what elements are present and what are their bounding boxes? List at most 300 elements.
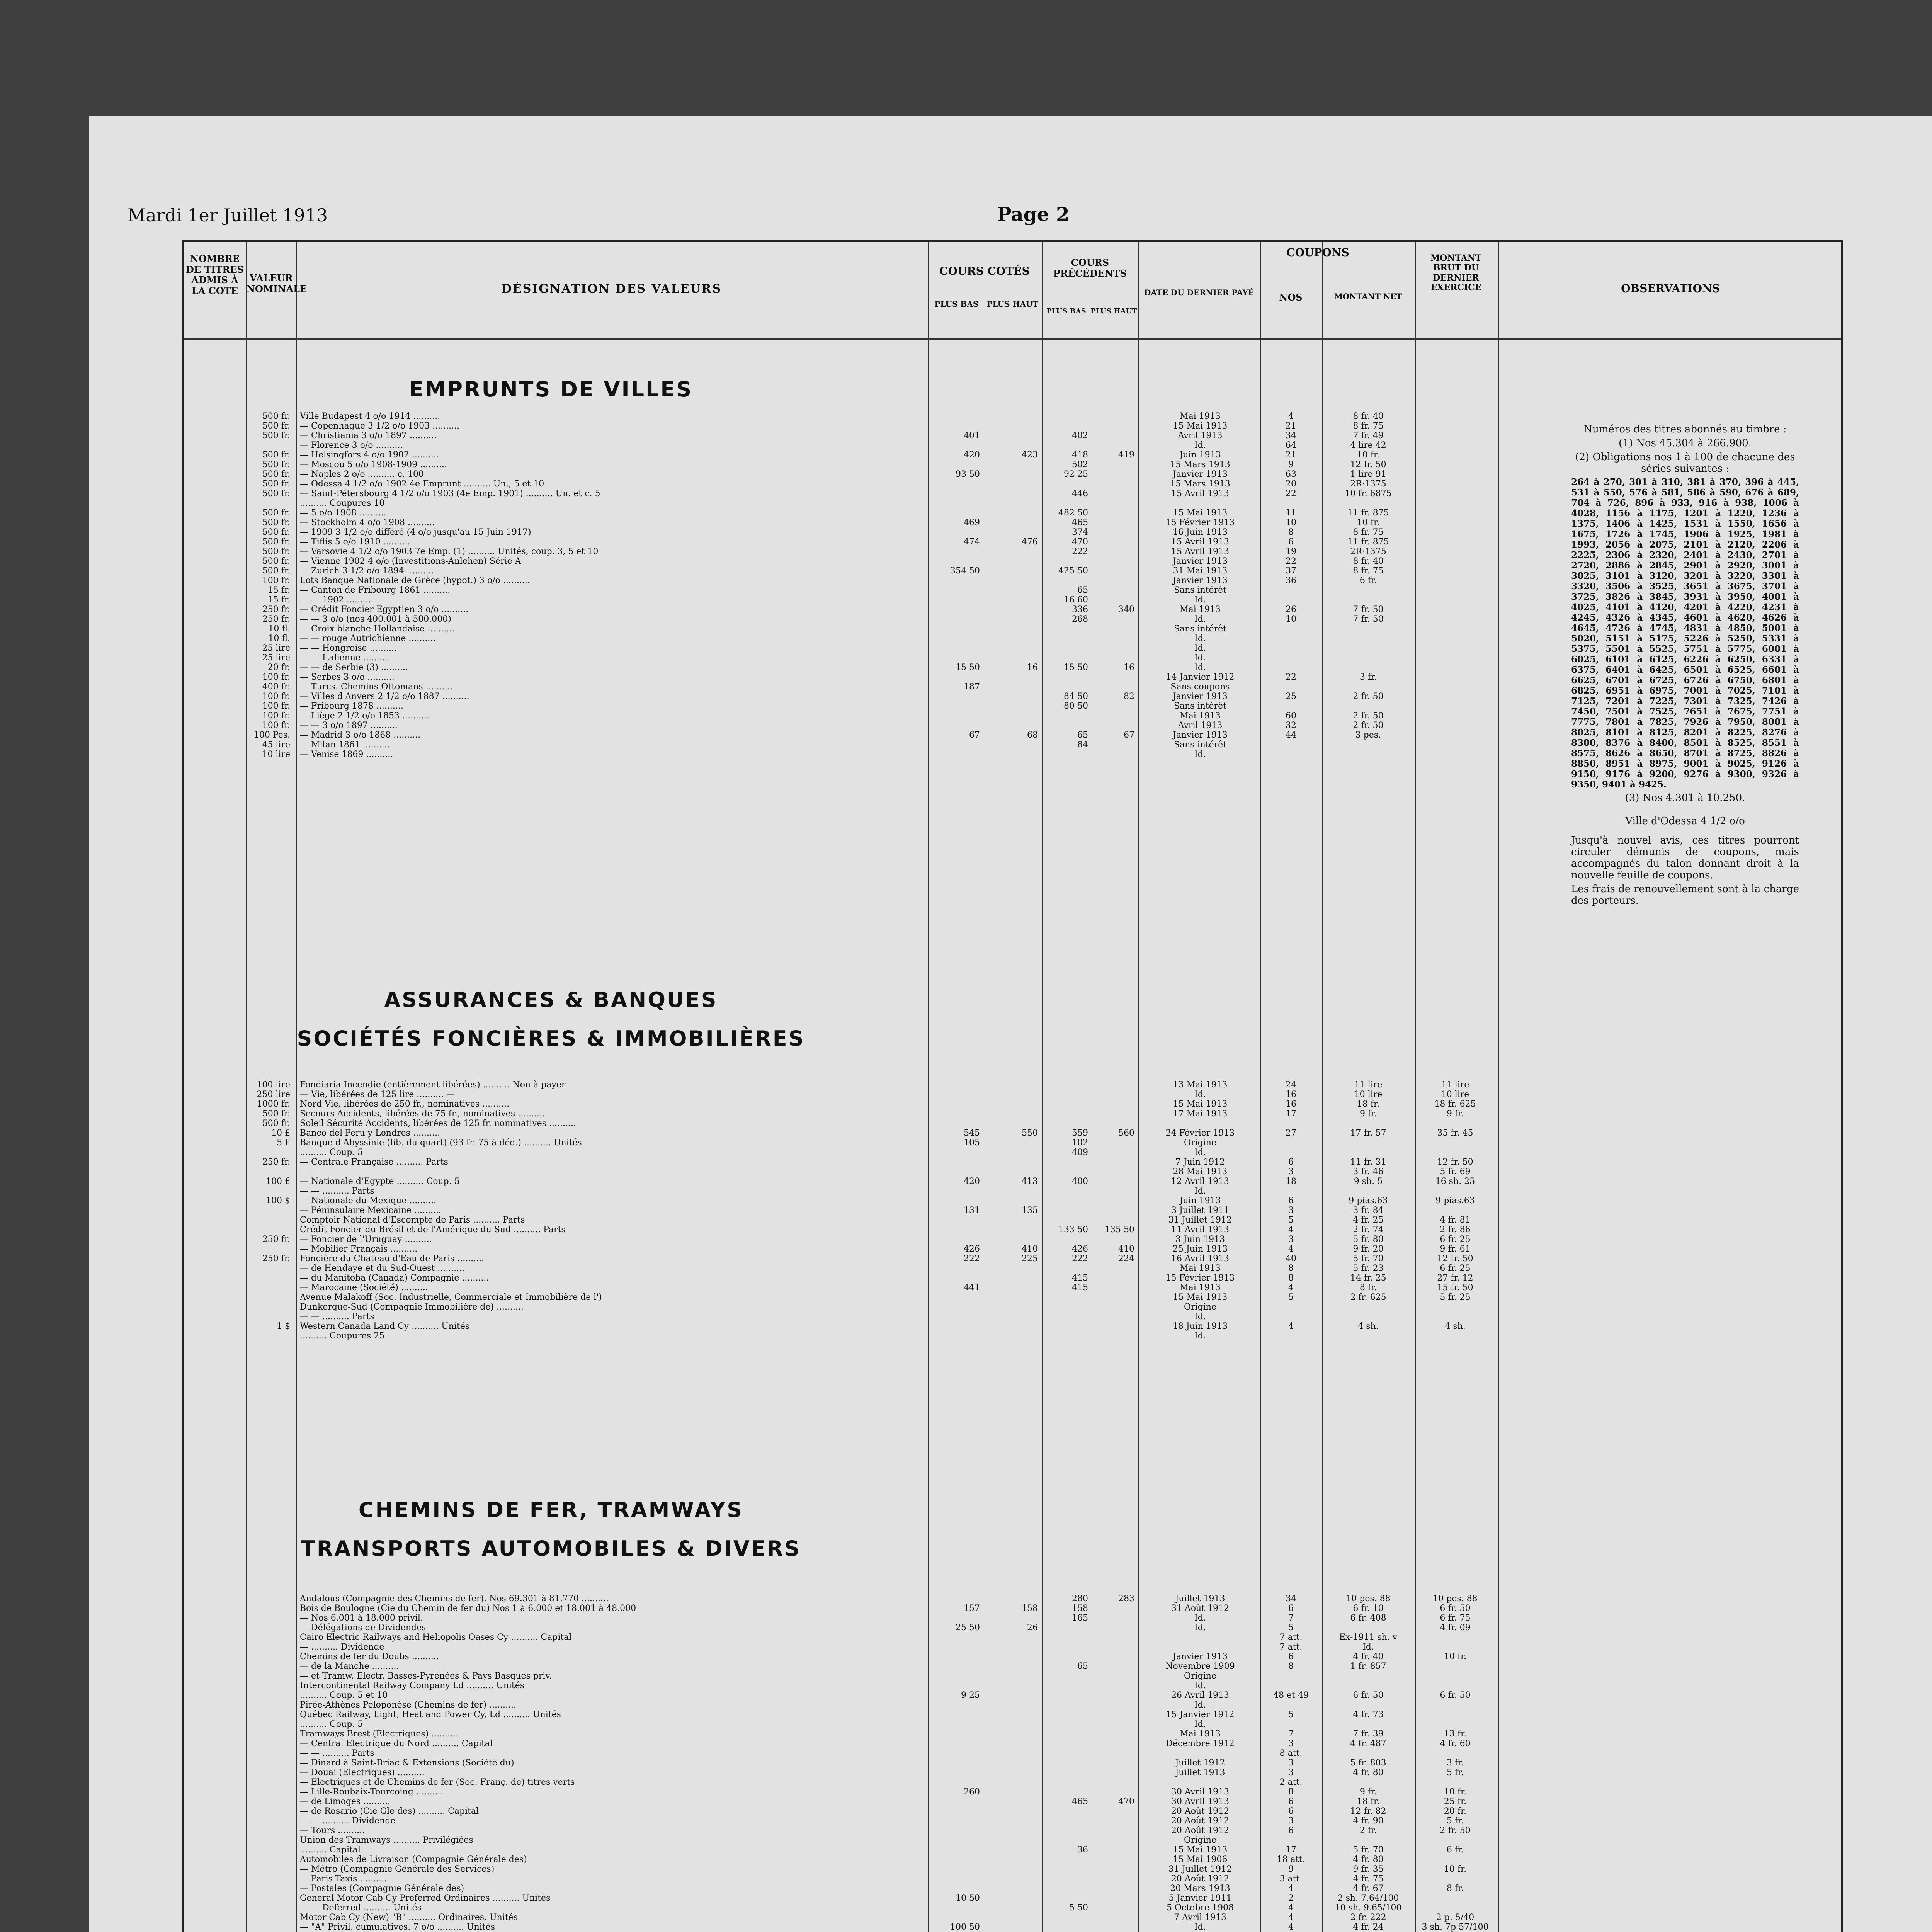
row-brut: 6 fr. 25 — [1440, 1264, 1471, 1273]
row-designation: — Électriques et de Chemins de fer (Soc. Franç. de) titres verts — [300, 1778, 575, 1787]
row-coupon-net: 9 fr. — [1359, 1109, 1377, 1119]
row-coupon-net: 12 fr. 82 — [1350, 1807, 1386, 1816]
row-coupon-net: 6 fr. — [1359, 576, 1377, 585]
row-cours-bas: 100 50 — [950, 1923, 980, 1932]
row-coupon-date: 15 Mai 1913 — [1173, 422, 1228, 431]
observation-text: Numéros des titres abonnés au timbre : — [1583, 423, 1787, 435]
row-designation: Union des Tramways .......... Privilégiées — [300, 1836, 473, 1845]
row-coupon-date: Id. — [1194, 1923, 1206, 1932]
table-row — [184, 1216, 1842, 1225]
section-title: TRANSPORTS AUTOMOBILES & DIVERS — [301, 1536, 801, 1561]
row-designation: .......... Coup. 5 — [300, 1148, 363, 1157]
row-coupon-number: 2 att. — [1279, 1778, 1303, 1787]
row-coupon-net: 9 sh. 5 — [1354, 1177, 1383, 1186]
row-prec-bas: 374 — [1072, 528, 1088, 537]
row-designation: — Canton de Fribourg 1861 .......... — [300, 586, 451, 595]
row-designation: — Liège 2 1/2 o/o 1853 .......... — [300, 711, 429, 721]
row-designation: — Nos 6.001 à 18.000 privil. — [300, 1614, 423, 1623]
table-row — [184, 1274, 1842, 1283]
row-brut: 9 pias.63 — [1435, 1196, 1475, 1206]
row-coupon-date: Sans intérêt — [1173, 702, 1227, 711]
row-designation: Nord Vie, libérées de 250 fr., nominatives .......... — [300, 1100, 510, 1109]
row-designation: Automobiles de Livraison (Compagnie Générale des) — [300, 1855, 527, 1864]
row-designation: — — Hongroise .......... — [300, 644, 397, 653]
table-row — [184, 1768, 1842, 1777]
table-row — [184, 1604, 1842, 1613]
row-coupon-number: 22 — [1286, 557, 1296, 566]
row-designation: — — .......... Parts — [300, 1187, 374, 1196]
row-coupon-number: 17 — [1286, 1109, 1296, 1119]
row-coupon-date: Id. — [1194, 1148, 1206, 1157]
row-designation: — Vienne 1902 4 o/o (Investitions-Anlehen) Série A — [300, 557, 521, 566]
row-coupon-number: 40 — [1286, 1254, 1296, 1264]
row-coupon-net: 8 fr. 40 — [1353, 412, 1384, 421]
row-coupon-number: 6 — [1288, 1826, 1294, 1835]
row-brut: 6 fr. 50 — [1440, 1691, 1471, 1700]
row-designation: Bois de Boulogne (Cie du Chemin de fer du) Nos 1 à 6.000 et 18.001 à 48.000 — [300, 1604, 636, 1613]
row-coupon-net: 7 fr. 50 — [1353, 605, 1384, 614]
row-designation: — Central Électrique du Nord .......... Capital — [300, 1739, 493, 1748]
row-coupon-date: Janvier 1913 — [1172, 470, 1228, 479]
row-designation: — Christiania 3 o/o 1897 .......... — [300, 431, 437, 440]
row-cours-bas: 187 — [964, 682, 980, 692]
table-row — [184, 1148, 1842, 1157]
row-coupon-number: 16 — [1286, 1100, 1296, 1109]
row-brut: 6 fr. 25 — [1440, 1235, 1471, 1244]
row-designation: — Foncier de l'Uruguay .......... — [300, 1235, 432, 1244]
row-coupon-date: 13 Mai 1913 — [1173, 1080, 1228, 1090]
row-coupon-number: 18 att. — [1277, 1855, 1305, 1864]
row-nominal: 500 fr. — [262, 489, 290, 498]
row-cours-haut: 550 — [1022, 1129, 1038, 1138]
row-cours-bas: 9 25 — [961, 1691, 980, 1700]
row-nominal: 500 fr. — [262, 566, 290, 576]
row-nominal: 500 fr. — [262, 528, 290, 537]
row-designation: Intercontinental Railway Company Ld .......... Unités — [300, 1681, 525, 1690]
row-brut: 25 fr. — [1444, 1797, 1467, 1806]
row-cours-haut: 68 — [1027, 731, 1038, 740]
table-row — [184, 1845, 1842, 1855]
row-coupon-number: 9 — [1288, 1865, 1294, 1874]
table-row — [184, 1787, 1842, 1797]
row-cours-bas: 157 — [964, 1604, 980, 1613]
row-prec-bas: 409 — [1072, 1148, 1088, 1157]
row-cours-haut: 158 — [1022, 1604, 1038, 1613]
row-prec-bas: 158 — [1072, 1604, 1088, 1613]
row-prec-bas: 65 — [1077, 586, 1088, 595]
observation-text: (2) Obligations nos 1 à 100 de chacune des séries suivantes : — [1575, 451, 1795, 474]
row-coupon-number: 27 — [1286, 1129, 1296, 1138]
row-coupon-date: 20 Août 1912 — [1171, 1874, 1230, 1884]
row-coupon-date: Janvier 1913 — [1172, 731, 1228, 740]
row-coupon-number: 9 — [1288, 460, 1294, 469]
row-designation: — Métro (Compagnie Générale des Services) — [300, 1865, 495, 1874]
section-title: ASSURANCES & BANQUES — [384, 988, 718, 1012]
row-coupon-number: 20 — [1286, 480, 1296, 489]
row-nominal: 250 fr. — [262, 1254, 290, 1264]
row-brut: 12 fr. 50 — [1437, 1158, 1473, 1167]
row-cours-bas: 105 — [964, 1138, 980, 1148]
row-prec-bas: 402 — [1072, 431, 1088, 440]
row-designation: Western Canada Land Cy .......... Unités — [300, 1322, 470, 1331]
row-coupon-date: Décembre 1912 — [1166, 1739, 1235, 1748]
row-coupon-date: Id. — [1194, 1332, 1206, 1341]
col-header-valeur: VALEUR NOMINALE — [247, 272, 307, 294]
table-row — [184, 1903, 1842, 1913]
row-coupon-date: 15 Mars 1913 — [1170, 480, 1230, 489]
row-coupon-date: 3 Juillet 1911 — [1171, 1206, 1229, 1215]
row-coupon-number: 5 — [1288, 1710, 1294, 1719]
row-nominal: 100 fr. — [262, 721, 290, 730]
row-designation: Lots Banque Nationale de Grèce (hypot.) 3 o/o .......... — [300, 576, 530, 585]
row-cours-bas: 401 — [964, 431, 980, 440]
row-coupon-number: 7 att. — [1279, 1643, 1303, 1652]
row-prec-bas: 222 — [1072, 547, 1088, 556]
row-nominal: 400 fr. — [262, 682, 290, 692]
row-coupon-net: 2 fr. 50 — [1353, 692, 1384, 701]
row-coupon-net: 10 lire — [1354, 1090, 1383, 1099]
table-row — [184, 1884, 1842, 1893]
row-nominal: 20 fr. — [267, 663, 290, 672]
row-coupon-date: Janvier 1913 — [1172, 692, 1228, 701]
row-designation: .......... Capital — [300, 1845, 361, 1855]
row-coupon-number: 3 — [1288, 1739, 1294, 1748]
table-row — [184, 1614, 1842, 1623]
row-coupon-date: Mai 1913 — [1180, 412, 1221, 421]
row-coupon-number: 48 et 49 — [1273, 1691, 1309, 1700]
row-prec-haut: 82 — [1124, 692, 1134, 701]
row-designation: — Délégations de Dividendes — [300, 1623, 426, 1633]
row-brut: 6 fr. 50 — [1440, 1604, 1471, 1613]
row-coupon-date: Id. — [1194, 634, 1206, 643]
row-nominal: 1000 fr. — [257, 1100, 290, 1109]
row-coupon-number: 25 — [1286, 692, 1296, 701]
row-prec-bas: 65 — [1077, 731, 1088, 740]
col-header-designation: DÉSIGNATION DES VALEURS — [501, 282, 722, 296]
row-prec-bas: 418 — [1072, 451, 1088, 460]
observation-text: (1) Nos 45.304 à 266.900. — [1619, 437, 1752, 449]
row-coupon-date: 31 Juillet 1912 — [1168, 1216, 1232, 1225]
row-coupon-net: 11 fr. 31 — [1350, 1158, 1386, 1167]
table-row — [184, 1826, 1842, 1835]
row-designation: — Postales (Compagnie Générale des) — [300, 1884, 464, 1893]
row-cours-bas: 222 — [964, 1254, 980, 1264]
row-coupon-date: 16 Juin 1913 — [1172, 528, 1228, 537]
table-row — [184, 1701, 1842, 1710]
row-cours-haut: 135 — [1022, 1206, 1038, 1215]
row-designation: — — rouge Autrichienne .......... — [300, 634, 436, 643]
row-coupon-number: 37 — [1286, 566, 1296, 576]
table-row — [184, 1710, 1842, 1719]
row-coupon-date: 30 Avril 1913 — [1171, 1797, 1229, 1806]
row-prec-bas: 165 — [1072, 1614, 1088, 1623]
row-designation: — — Deferred .......... Unités — [300, 1903, 422, 1913]
row-coupon-number: 7 att. — [1279, 1633, 1303, 1642]
row-prec-haut: 410 — [1118, 1245, 1134, 1254]
observation-text: (3) Nos 4.301 à 10.250. — [1625, 792, 1745, 804]
row-cours-haut: 26 — [1027, 1623, 1038, 1633]
row-prec-bas: 92 25 — [1064, 470, 1088, 479]
row-coupon-net: 14 fr. 25 — [1350, 1274, 1386, 1283]
col-header-plus-haut: PLUS HAUT — [986, 299, 1039, 309]
row-coupon-date: Juillet 1912 — [1175, 1759, 1225, 1768]
row-coupon-number: 24 — [1286, 1080, 1296, 1090]
row-designation: — Vie, libérées de 125 lire .......... — — [300, 1090, 455, 1099]
row-brut: 12 fr. 50 — [1437, 1254, 1473, 1264]
row-brut: 2 p. 5/40 — [1436, 1913, 1475, 1922]
row-coupon-date: Id. — [1194, 1720, 1206, 1729]
row-nominal: 15 fr. — [267, 586, 290, 595]
row-cours-bas: 93 50 — [956, 470, 980, 479]
row-coupon-number: 16 — [1286, 1090, 1296, 1099]
row-coupon-net: 5 fr. 23 — [1353, 1264, 1384, 1273]
row-brut: 15 fr. 50 — [1437, 1283, 1473, 1293]
row-coupon-number: 3 — [1288, 1759, 1294, 1768]
row-coupon-date: 31 Juillet 1912 — [1168, 1865, 1232, 1874]
table-row — [184, 1264, 1842, 1273]
row-coupon-number: 26 — [1286, 605, 1296, 614]
row-brut: 10 lire — [1441, 1090, 1469, 1099]
row-coupon-net: 3 fr. 46 — [1353, 1167, 1384, 1177]
row-prec-bas: 502 — [1072, 460, 1088, 469]
table-row — [184, 1594, 1842, 1604]
row-designation: — Madrid 3 o/o 1868 .......... — [300, 731, 421, 740]
table-row — [184, 1730, 1842, 1739]
row-coupon-number: 11 — [1286, 509, 1296, 518]
table-row — [184, 1254, 1842, 1264]
header-divider — [184, 338, 1841, 340]
row-designation: — Stockholm 4 o/o 1908 .......... — [300, 518, 435, 527]
row-designation: — de Hendaye et du Sud-Ouest .......... — [300, 1264, 465, 1273]
row-nominal: 100 Pes. — [253, 731, 290, 740]
row-coupon-date: 17 Mai 1913 — [1173, 1109, 1228, 1119]
table-row — [184, 1080, 1842, 1090]
row-coupon-date: Origine — [1184, 1138, 1216, 1148]
row-brut: 13 fr. — [1444, 1730, 1467, 1739]
row-coupon-net: 10 fr. 6875 — [1345, 489, 1392, 498]
row-coupon-date: 15 Mai 1913 — [1173, 1845, 1228, 1855]
row-coupon-net: 9 pias.63 — [1349, 1196, 1388, 1206]
row-coupon-date: 16 Avril 1913 — [1171, 1254, 1229, 1264]
row-coupon-number: 6 — [1288, 1652, 1294, 1662]
row-coupon-net: 3 pes. — [1355, 731, 1381, 740]
row-brut: 5 fr. 69 — [1440, 1167, 1471, 1177]
row-designation: — — Italienne .......... — [300, 653, 391, 663]
table-row — [184, 1623, 1842, 1633]
row-coupon-net: 5 fr. 70 — [1353, 1254, 1384, 1264]
row-coupon-net: 11 fr. 875 — [1347, 537, 1389, 547]
row-coupon-date: Id. — [1194, 1187, 1206, 1196]
table-row — [184, 1090, 1842, 1099]
row-coupon-net: 2 fr. 625 — [1350, 1293, 1386, 1302]
row-coupon-date: Avril 1913 — [1178, 431, 1223, 440]
col-header-prec-bas: PLUS BAS — [1046, 307, 1086, 315]
row-coupon-net: 6 fr. 10 — [1353, 1604, 1384, 1613]
row-coupon-number: 32 — [1286, 721, 1296, 730]
row-coupon-net: 2 fr. — [1359, 1826, 1377, 1835]
row-coupon-net: 8 fr. 75 — [1353, 528, 1384, 537]
col-header-plus-bas: PLUS BAS — [934, 299, 979, 309]
row-coupon-net: 3 fr. 84 — [1353, 1206, 1384, 1215]
row-designation: — Tiflis 5 o/o 1910 .......... — [300, 537, 410, 547]
row-coupon-date: Mai 1913 — [1180, 711, 1221, 721]
col-header-nombre: NOMBRE DE TITRES ADMIS À LA COTE — [186, 253, 244, 296]
row-coupon-date: 18 Juin 1913 — [1172, 1322, 1228, 1331]
row-prec-haut: 283 — [1118, 1594, 1134, 1604]
table-row — [184, 1332, 1842, 1341]
row-coupon-net: 2R·1375 — [1350, 480, 1386, 489]
row-coupon-net: 4 fr. 90 — [1353, 1816, 1384, 1826]
row-brut: 5 fr. — [1446, 1768, 1464, 1777]
row-nominal: 500 fr. — [262, 1109, 290, 1119]
row-coupon-date: Id. — [1194, 1614, 1206, 1623]
row-cours-bas: 15 50 — [956, 663, 980, 672]
row-nominal: 500 fr. — [262, 480, 290, 489]
row-coupon-net: 10 sh. 9.65/100 — [1335, 1903, 1402, 1913]
row-designation: Comptoir National d'Escompte de Paris .......... Parts — [300, 1216, 525, 1225]
page-number: Page 2 — [997, 203, 1070, 226]
row-designation: — — .......... Parts — [300, 1312, 374, 1321]
row-designation: — Varsovie 4 1/2 o/o 1903 7e Emp. (1) .......... Unités, coup. 3, 5 et 10 — [300, 547, 599, 556]
row-designation: — du Manitoba (Canada) Compagnie .......... — [300, 1274, 489, 1283]
row-coupon-date: 25 Juin 1913 — [1172, 1245, 1228, 1254]
table-row — [184, 1816, 1842, 1826]
col-header-montant-net: MONTANT NET — [1334, 292, 1402, 301]
table-row — [184, 1652, 1842, 1662]
row-coupon-net: 9 fr. — [1359, 1787, 1377, 1797]
row-cours-bas: 420 — [964, 451, 980, 460]
table-row — [184, 1749, 1842, 1758]
table-row — [184, 1235, 1842, 1244]
row-brut: 6 fr. — [1446, 1845, 1464, 1855]
row-brut: 10 pes. 88 — [1433, 1594, 1478, 1604]
row-designation: Québec Railway, Light, Heat and Power Cy, Ld .......... Unités — [300, 1710, 561, 1719]
table-row — [184, 1129, 1842, 1138]
row-designation: Pirée-Athènes Péloponèse (Chemins de fer) .......... — [300, 1701, 517, 1710]
row-coupon-date: Origine — [1184, 1303, 1216, 1312]
table-row — [184, 1894, 1842, 1903]
row-coupon-date: Juillet 1913 — [1175, 1768, 1225, 1777]
row-prec-haut: 224 — [1118, 1254, 1134, 1264]
row-brut: 4 fr. 09 — [1440, 1623, 1471, 1633]
row-coupon-net: 4 fr. 75 — [1353, 1874, 1384, 1884]
row-nominal: 25 lire — [262, 644, 290, 653]
row-nominal: 1 $ — [277, 1322, 290, 1331]
row-coupon-number: 8 att. — [1279, 1749, 1303, 1758]
row-brut: 16 sh. 25 — [1435, 1177, 1475, 1186]
row-nominal: 25 lire — [262, 653, 290, 663]
row-coupon-date: 5 Octobre 1908 — [1166, 1903, 1234, 1913]
row-brut: 10 fr. — [1444, 1865, 1467, 1874]
row-coupon-net: 4 lire 42 — [1350, 441, 1386, 450]
row-brut: 4 fr. 81 — [1440, 1216, 1471, 1225]
row-coupon-number: 5 — [1288, 1623, 1294, 1633]
row-prec-bas: 470 — [1072, 537, 1088, 547]
row-coupon-date: Mai 1913 — [1180, 1730, 1221, 1739]
row-coupon-date: 15 Mars 1913 — [1170, 460, 1230, 469]
row-designation: Avenue Malakoff (Soc. Industrielle, Commerciale et Immobilière de l') — [300, 1293, 602, 1302]
row-coupon-date: Id. — [1194, 441, 1206, 450]
row-coupon-date: 7 Avril 1913 — [1174, 1913, 1226, 1922]
row-coupon-date: Id. — [1194, 595, 1206, 605]
row-coupon-date: 20 Mars 1913 — [1170, 1884, 1230, 1893]
row-designation: — Paris-Taxis .......... — [300, 1874, 387, 1884]
row-coupon-date: Id. — [1194, 644, 1206, 653]
table-row — [184, 1923, 1842, 1932]
row-coupon-net: 2 fr. 50 — [1353, 721, 1384, 730]
row-nominal: 100 $ — [266, 1196, 290, 1206]
table-row — [184, 1119, 1842, 1128]
row-coupon-date: 20 Août 1912 — [1171, 1826, 1230, 1835]
row-coupon-date: Sans intérêt — [1173, 586, 1227, 595]
row-designation: — Dinard à Saint-Briac & Extensions (Société du) — [300, 1759, 514, 1768]
row-designation: — "A" Privil. cumulatives. 7 o/o .......... Unités — [300, 1923, 495, 1932]
row-coupon-number: 18 — [1286, 1177, 1296, 1186]
row-nominal: 10 lire — [262, 750, 290, 759]
row-coupon-net: 17 fr. 57 — [1350, 1129, 1386, 1138]
row-coupon-number: 10 — [1286, 615, 1296, 624]
row-brut: 2 fr. 86 — [1440, 1225, 1471, 1235]
row-coupon-number: 36 — [1286, 576, 1296, 585]
row-prec-bas: 415 — [1072, 1274, 1088, 1283]
row-coupon-net: 18 fr. — [1357, 1100, 1380, 1109]
row-designation: — Crédit Foncier Égyptien 3 o/o .......... — [300, 605, 469, 614]
row-coupon-net: 6 fr. 50 — [1353, 1691, 1384, 1700]
row-brut: 18 fr. 625 — [1434, 1100, 1476, 1109]
row-coupon-date: 15 Mai 1906 — [1173, 1855, 1228, 1864]
row-cours-bas: 25 50 — [956, 1623, 980, 1633]
row-coupon-date: Origine — [1184, 1836, 1216, 1845]
row-cours-bas: 260 — [964, 1787, 980, 1797]
row-prec-bas: 280 — [1072, 1594, 1088, 1604]
table-row — [184, 1913, 1842, 1922]
row-coupon-net: 10 fr. — [1357, 451, 1380, 460]
row-nominal: 250 lire — [257, 1090, 290, 1099]
table-row — [184, 1836, 1842, 1845]
row-nominal: 250 fr. — [262, 1158, 290, 1167]
row-designation: — Lille-Roubaix-Tourcoing .......... — [300, 1787, 443, 1797]
row-coupon-date: Janvier 1913 — [1172, 576, 1228, 585]
row-designation: — Fribourg 1878 .......... — [300, 702, 403, 711]
row-designation: — — — [300, 1167, 320, 1177]
stock-listing-table — [182, 240, 1843, 1932]
row-cours-haut: 225 — [1022, 1254, 1038, 1264]
row-coupon-net: 2 fr. 50 — [1353, 711, 1384, 721]
observation-heading: Ville d'Odessa 4 1/2 o/o — [1625, 815, 1745, 827]
table-row — [184, 1100, 1842, 1109]
row-coupon-net: 10 pes. 88 — [1346, 1594, 1391, 1604]
row-coupon-number: 10 — [1286, 518, 1296, 527]
row-designation: — Centrale Française .......... Parts — [300, 1158, 448, 1167]
row-coupon-date: Juin 1913 — [1179, 451, 1221, 460]
row-coupon-date: 28 Mai 1913 — [1173, 1167, 1228, 1177]
row-nominal: 100 fr. — [262, 673, 290, 682]
row-prec-bas: 559 — [1072, 1129, 1088, 1138]
row-coupon-net: 2 sh. 7.64/100 — [1337, 1894, 1399, 1903]
table-row — [184, 1303, 1842, 1312]
row-coupon-number: 6 — [1288, 1604, 1294, 1613]
row-coupon-date: 15 Février 1913 — [1165, 1274, 1235, 1283]
row-coupon-number: 3 — [1288, 1768, 1294, 1777]
row-designation: — Saint-Pétersbourg 4 1/2 o/o 1903 (4e Emp. 1901) .......... Un. et c. 5 — [300, 489, 600, 498]
row-coupon-net: 11 fr. 875 — [1347, 509, 1389, 518]
row-coupon-date: Juillet 1913 — [1175, 1594, 1225, 1604]
row-coupon-date: 15 Mai 1913 — [1173, 509, 1228, 518]
row-nominal: 250 fr. — [262, 605, 290, 614]
row-coupon-net: 12 fr. 50 — [1350, 460, 1386, 469]
table-row — [184, 1643, 1842, 1652]
row-prec-bas: 268 — [1072, 615, 1088, 624]
